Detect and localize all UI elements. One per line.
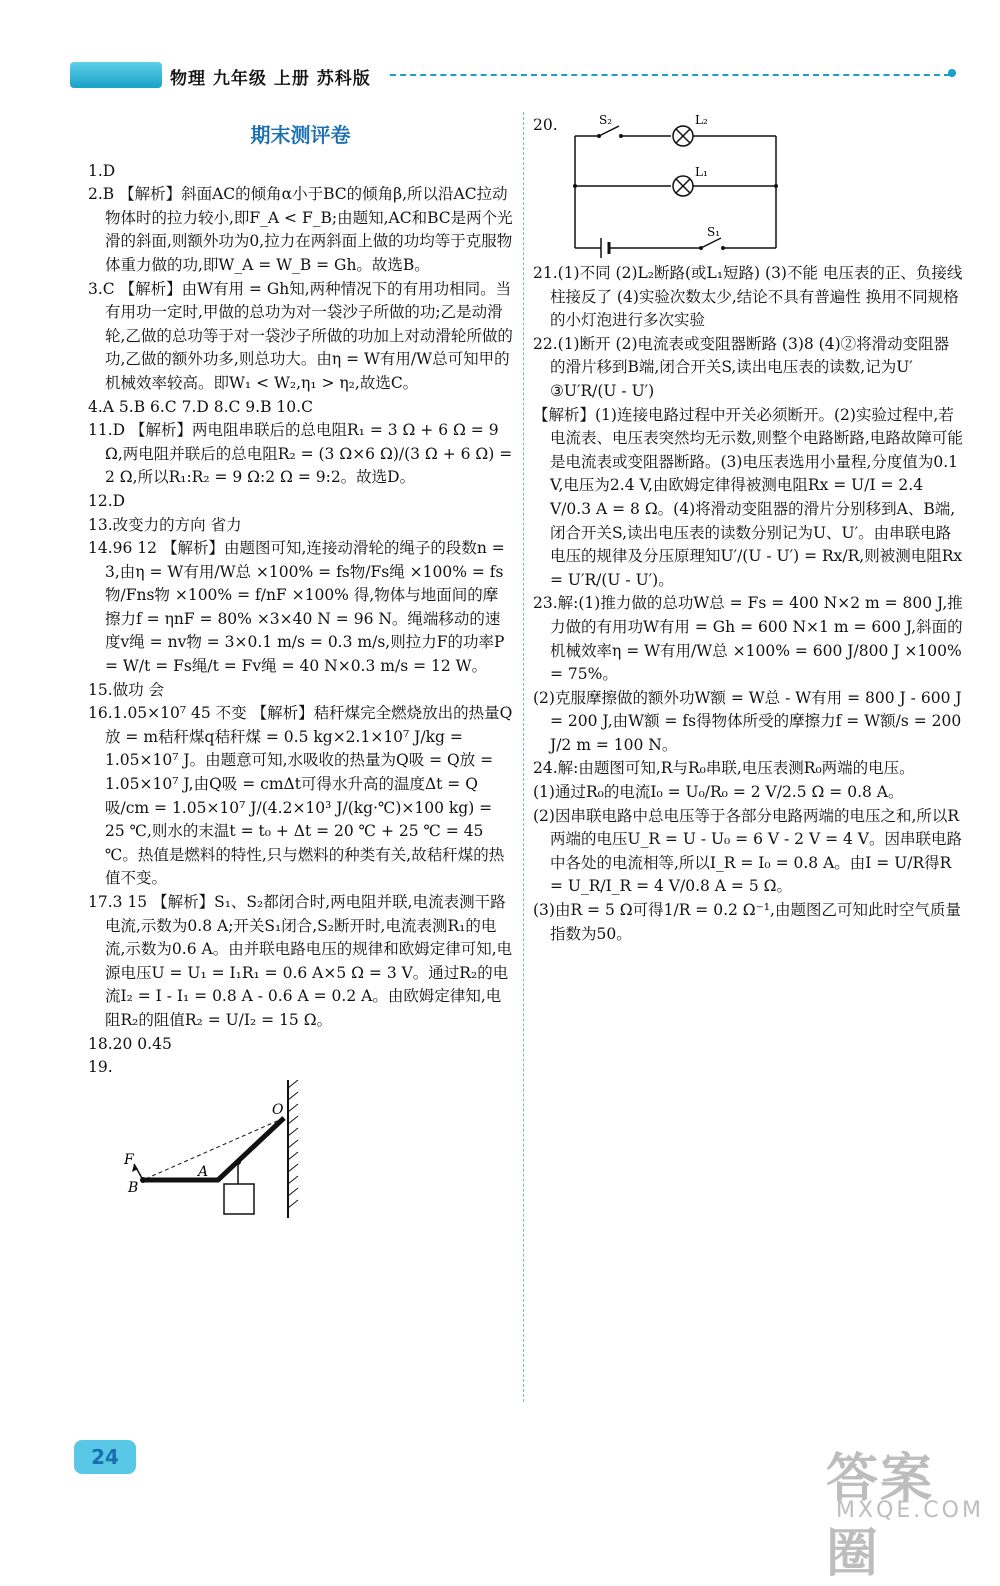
answer-14: 14.96 12 【解析】由题图可知,连接动滑轮的绳子的段数n = 3,由η = W有用/W总 ×100% = fs物/Fs绳 ×100% = fs物/Fns物 ×100% = f/nF ×100% 得,物体与地面间的摩擦力f = ηnF = 80% ×3×40 N = 96 N。绳端移动的速度v绳 = nv物 = 3×0.1 m/s = 0.3 m/s,则拉力F的功率P = W/t = Fs绳/t = Fv绳 = 40 N×0.3 m/s = 12 W。: [88, 539, 505, 676]
page-header: [70, 62, 960, 90]
answer-24-part2: (2)因串联电路中总电压等于各部分电路两端的电压之和,所以R两端的电压U_R = U - U₀ = 6 V - 2 V = 4 V。因串联电路中各处的电流相等,所以I_R = I₀ = 0.8 A。由I = U/R得R = U_R/I_R = 4 V/0.8 A = 5 Ω。: [533, 806, 962, 896]
circuit-diagram: [571, 112, 791, 262]
q20-circuit-figure: [533, 112, 963, 262]
answer-21: 21.(1)不同 (2)L₂断路(或L₁短路) (3)不能 电压表的正、负接线柱接反了 (4)实验次数太少,结论不具有普遍性 换用不同规格的小灯泡进行多次实验: [533, 264, 963, 330]
answer-2: 2.B 【解析】斜面AC的倾角α小于BC的倾角β,所以沿AC拉动物体时的拉力较小,即F_A < F_B;由题知,AC和BC是两个光滑的斜面,则额外功为0,拉力在两斜面上做的功均等于克服物体重力做的功,即W_A = W_B = Gh。故选B。: [88, 185, 513, 274]
header-subject-text: 物理 九年级 上册 苏科版: [170, 69, 371, 89]
circuit-label-l2: L₂: [695, 113, 708, 127]
circuit-label-l1: L₁: [695, 165, 708, 179]
answer-1: 1.D: [88, 161, 116, 180]
watermark-logo: [826, 1436, 986, 1584]
answer-22-analysis: 【解析】(1)连接电路过程中开关必须断开。(2)实验过程中,若电流表、电压表突然均无示数,则整个电路断路,电路故障可能是电流表或变阻器断路。(3)电压表选用小量程,分度值为0.1 V,电压为2.4 V,由欧姆定律得被测电阻Rx = U/I = 2.4 V/0.3 A = 8 Ω。(4)将滑动变阻器的滑片分别移到A、B端,闭合开关S,读出电压表的读数分别记为U、U′。由串联电路电压的规律及分压原理知U′/(U - U′) = Rx/R,则被测电阻Rx = U′R/(U - U′)。: [533, 405, 963, 589]
answer-15: 15.做功 会: [88, 680, 165, 699]
answer-24-intro: 24.解:由题图可知,R与R₀串联,电压表测R₀两端的电压。: [533, 759, 915, 778]
answer-23-part2: (2)克服摩擦做的额外功W额 = W总 - W有用 = 800 J - 600 J = 200 J,由W额 = fs得物体所受的摩擦力f = W额/s = 200 J/2 m = 100 N。: [533, 688, 962, 754]
column-divider: [523, 112, 524, 1402]
answer-24-part1: (1)通过R₀的电流I₀ = U₀/R₀ = 2 V/2.5 Ω = 0.8 A。: [533, 783, 904, 802]
answer-23-part1: 23.解:(1)推力做的总功W总 = Fs = 400 N×2 m = 800 J,推力做的有用功W有用 = Gh = 600 N×1 m = 600 J,斜面的机械效率η = W有用/W总 ×100% = 600 J/800 J ×100% = 75%。: [533, 594, 963, 684]
answer-16: 16.1.05×10⁷ 45 不变 【解析】秸秆煤完全燃烧放出的热量Q放 = m秸秆煤q秸秆煤 = 0.5 kg×2.1×10⁷ J/kg = 1.05×10⁷ J。由题意可知,水吸收的热量为Q吸 = Q放 = 1.05×10⁷ J,由Q吸 = cmΔt可得水升高的温度Δt = Q吸/cm = 1.05×10⁷ J/(4.2×10³ J/(kg·℃)×100 kg) = 25 ℃,则水的末温t = t₀ + Δt = 20 ℃ + 25 ℃ = 45 ℃。热值是燃料的特性,只与燃料的种类有关,故秸秆煤的热值不变。: [88, 704, 513, 888]
header-dot: [948, 69, 956, 77]
right-column: [533, 112, 963, 946]
answer-11: 11.D 【解析】两电阻串联后的总电阻R₁ = 3 Ω + 6 Ω = 9 Ω,两电阻并联后的总电阻R₂ = (3 Ω×6 Ω)/(3 Ω + 6 Ω) = 2 Ω,所以R₁:R₂ = 9 Ω:2 Ω = 9:2。故选D。: [88, 421, 513, 487]
circuit-label-s1: S₁: [707, 225, 721, 239]
page-title: 期末测评卷: [250, 123, 351, 147]
answer-22: 22.(1)断开 (2)电流表或变阻器断路 (3)8 (4)②将滑动变阻器的滑片移到B端,闭合开关S,读出电压表的读数,记为U′ ③U′R/(U - U′): [533, 334, 950, 400]
answer-3: 3.C 【解析】由W有用 = Gh知,两种情况下的有用功相同。当有用功一定时,甲做的总功为对一袋沙子所做的功;乙是动滑轮,乙做的总功等于对一袋沙子所做的功加上对动滑轮所做的功,乙做的额外功多,则总功大。由η = W有用/W总可知甲的机械效率较高。即W₁ < W₂,η₁ > η₂,故选C。: [88, 279, 513, 392]
watermark-top-text: 答案圈: [826, 1449, 935, 1584]
answer-18: 18.20 0.45: [88, 1034, 172, 1053]
circuit-label-s2: S₂: [599, 113, 613, 127]
lever-label-b: B: [128, 1179, 139, 1196]
answer-13: 13.改变力的方向 省力: [88, 515, 242, 534]
lever-label-f: F: [124, 1151, 134, 1168]
answer-12: 12.D: [88, 491, 126, 510]
lever-label-o: O: [272, 1101, 284, 1118]
answer-4-10: 4.A 5.B 6.C 7.D 8.C 9.B 10.C: [88, 397, 313, 416]
page-number: 24: [74, 1440, 136, 1474]
answer-24-part3: (3)由R = 5 Ω可得1/R = 0.2 Ω⁻¹,由题图乙可知此时空气质量指数为50。: [533, 901, 961, 943]
left-column: [88, 118, 513, 1227]
lever-figure: [88, 1080, 513, 1228]
answer-19: 19.: [88, 1058, 113, 1077]
lever-label-a: A: [198, 1163, 209, 1180]
watermark-bottom-text: MXQE.COM: [836, 1498, 984, 1523]
lever-diagram: [88, 1080, 318, 1220]
answer-20-label: 20.: [533, 116, 558, 134]
header-dashed-rule: [390, 74, 950, 76]
header-badge: [70, 62, 162, 88]
answer-17: 17.3 15 【解析】S₁、S₂都闭合时,两电阻并联,电流表测干路电流,示数为0.8 A;开关S₁闭合,S₂断开时,电流表测R₁的电流,示数为0.6 A。由并联电路电压的规律和欧姆定律可知,电源电压U = U₁ = I₁R₁ = 0.6 A×5 Ω = 3 V。通过R₂的电流I₂ = I - I₁ = 0.8 A - 0.6 A = 0.2 A。由欧姆定律知,电阻R₂的阻值R₂ = U/I₂ = 15 Ω。: [88, 893, 513, 1029]
